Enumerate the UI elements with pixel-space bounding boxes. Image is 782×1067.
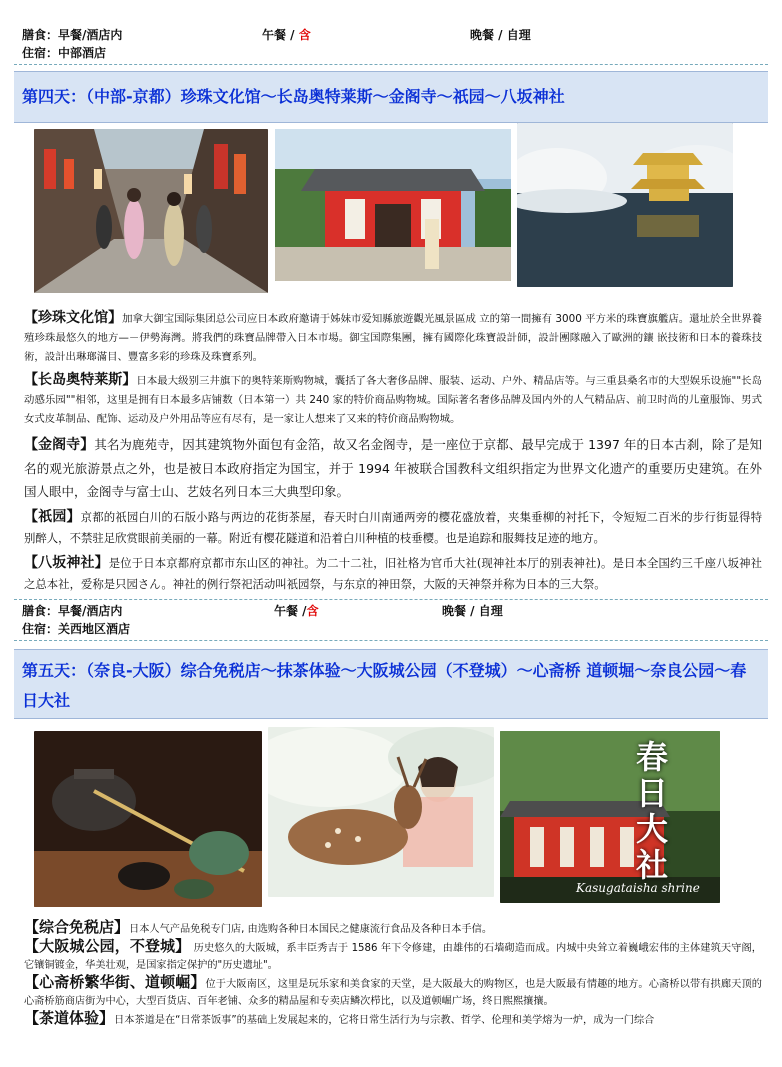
- desc-item: 【八坂神社】是位于日本京都府京都市东山区的神社。为二十二社，旧社格为官币大社(现神社本厅的别表神社)。是日本全国约三千座八坂神社之总本社，爱称是只园さん。神社的例行祭祀活动叫祇园祭，与东京的神田祭，大阪的天神祭并称为日本的三大祭。: [24, 555, 762, 591]
- hotel-info: 住宿：关西地区酒店: [22, 622, 131, 636]
- meal-info-mid: [14, 599, 768, 641]
- kinkakuji-photo: [517, 123, 733, 287]
- dinner-info: 晚餐 / 自理: [442, 604, 503, 618]
- desc-item: 【金阁寺】其名为鹿苑寺，因其建筑物外面包有金箔，故又名金阁寺，是一座位于京都、最早完成于 1397 年的日本古刹，除了是知名的观光旅游景点之外，也是被日本政府指定为国宝，并于 1994 年被联合国教科文组织指定为世界文化遗产的重要历史建筑。在外国人眼中，金阁寺与富士山、艺妓名列日本三大典型印象。: [24, 437, 763, 499]
- desc-item: 【大阪城公园，不登城】 历史悠久的大阪城，系丰臣秀吉于 1586 年下令修建，由雄伟的石墙砌造而成。内城中央耸立着巍峨宏伟的主体建筑天守阁，它镶铜镀金，华美壮观，是国家指定保护的"历史遗址"。: [24, 937, 762, 971]
- itinerary-page: [14, 24, 768, 1033]
- desc-item: 【祇园】京都的祇园白川的石版小路与两边的花街茶屋，春天时白川南通两旁的樱花盛放着，夹集垂柳的衬托下，令短短二百米的步行街显得特别醉人，不禁驻足欣赏眼前美丽的一幕。附近有樱花隧道和沿着白川种植的枝垂樱。也是追踪和服舞技足迹的地方。: [24, 509, 763, 545]
- day5-title: 第五天：（奈良-大阪）综合免税店～抹茶体验～大阪城公园（不登城）～心斋桥 道顿堀～奈良公园～春日大社: [14, 649, 768, 719]
- lunch-info: 午餐 /含: [274, 604, 319, 618]
- meal-info-top: [14, 24, 768, 65]
- tea-ceremony-photo: [34, 731, 262, 907]
- kasuga-caption-kanji: 春日大社: [636, 738, 669, 884]
- lunch-info: 午餐 / 含: [262, 28, 311, 42]
- dinner-info: 晚餐 / 自理: [470, 28, 531, 42]
- day4-descriptions: [14, 309, 768, 595]
- day4-title: 第四天：（中部-京都）珍珠文化馆～长岛奥特莱斯～金阁寺～祇园～八坂神社: [14, 71, 768, 123]
- kasuga-caption-en: Kasugataisha shrine: [576, 881, 700, 895]
- day5-photos: [14, 719, 768, 919]
- kasuga-shrine-photo: [500, 731, 720, 903]
- yasaka-shrine-photo: [275, 129, 511, 281]
- nara-deer-photo: [268, 727, 494, 897]
- desc-item: 【珍珠文化馆】加拿大御宝国际集团总公司应日本政府邀请于姊妹市爱知縣旅遊觀光風景區成 立的第一間擁有 3000 平方米的珠寶旗艦店。還址於全世界養殖珍珠最悠久的地方—－伊勢海灣。將我們的珠寶品牌帶入日本市場。御宝国際集團，擁有國際化珠寶設計師，設計團隊融入了歐洲的鑲 嵌技術和日本的養珠技術，設計出琳瑯滿目、豐富多彩的珍珠及珠寶系列。: [24, 310, 762, 363]
- desc-item: 【茶道体验】日本茶道是在“日常茶饭事”的基础上发展起来的，它将日常生活行为与宗教、哲学、伦理和美学熔为一炉，成为一门综合: [24, 1009, 655, 1027]
- desc-item: 【心斋桥繁华街、道顿崛】位于大阪南区，这里是玩乐家和美食家的天堂，是大阪最大的购物区，也是大阪最有情趣的地方。心斋桥以带有拱廊天顶的心斋桥筋商店街为中心，大型百货店、百年老铺、众多的精品屋和专卖店鳞次栉比，以及道顿崛广场，终日熙熙攘攘。: [24, 973, 762, 1007]
- desc-item: 【综合免税店】日本人气产品免税专门店, 由选购各种日本国民之健康流行食品及各种日本手信。: [24, 918, 493, 936]
- desc-item: 【长岛奥特莱斯】日本最大级别三井旗下的奥特莱斯购物城，囊括了各大奢侈品牌、服装、运动、户外、精品店等。与三重县桑名市的大型娱乐设施""长岛动感乐园""相邻，这里是拥有日本最多店铺数（日本第一）共 240 家的特价商品购物城。国际著名奢侈品牌及国内外的人气精品店、前卫时尚的儿童服饰、男式女式皮革制品、配饰、运动及户外用品等应有尽有，是一家让人想来了又来的特价商品购物城。: [24, 372, 762, 425]
- hotel-info: 住宿：中部酒店: [22, 46, 107, 60]
- kyoto-street-photo: [34, 129, 268, 293]
- day4-photos: [14, 123, 768, 309]
- day5-descriptions: [14, 919, 768, 1029]
- meals-label: 膳食：早餐/酒店内: [22, 604, 123, 618]
- meals-label: 膳食：早餐/酒店内: [22, 28, 123, 42]
